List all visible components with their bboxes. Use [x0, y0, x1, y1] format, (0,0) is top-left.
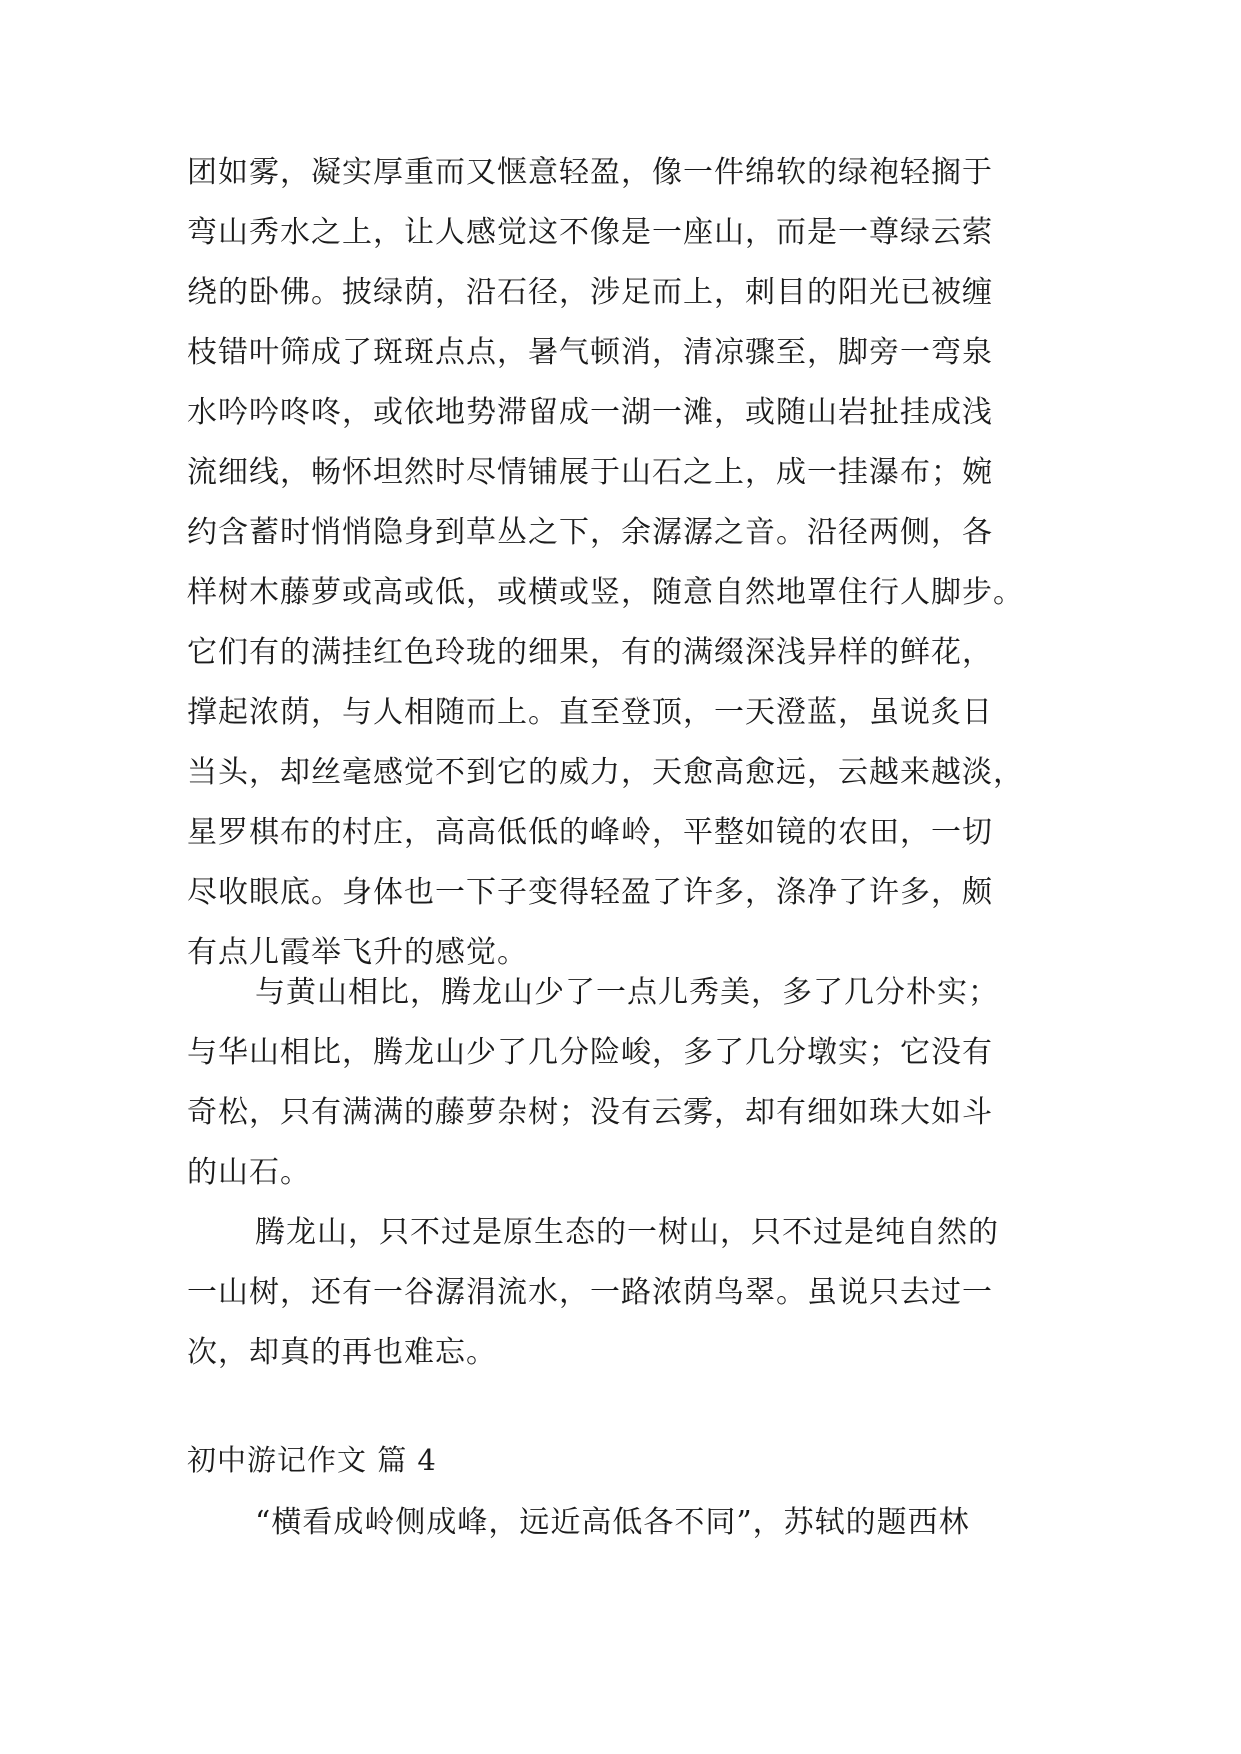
text-line: 水吟吟咚咚，或依地势滞留成一湖一滩，或随山岩扯挂成浅 — [187, 395, 993, 430]
text-line: 有点儿霞举飞升的感觉。 — [187, 935, 528, 970]
text-line: 星罗棋布的村庄，高高低低的峰岭，平整如镜的农田，一切 — [187, 815, 993, 850]
text-line: 样树木藤萝或高或低，或横或竖，随意自然地罩住行人脚步。 — [187, 575, 1024, 610]
text-line: 约含蓄时悄悄隐身到草丛之下，余潺潺之音。沿径两侧，各 — [187, 515, 993, 550]
text-line: 枝错叶筛成了斑斑点点，暑气顿消，清凉骤至，脚旁一弯泉 — [187, 335, 993, 370]
section-heading: 初中游记作文 篇 4 — [187, 1443, 437, 1477]
text-line: 腾龙山，只不过是原生态的一树山，只不过是纯自然的 — [255, 1215, 999, 1250]
text-line: 尽收眼底。身体也一下子变得轻盈了许多，涤净了许多，颇 — [187, 875, 993, 910]
text-line: 与华山相比，腾龙山少了几分险峻，多了几分墩实；它没有 — [187, 1035, 993, 1070]
text-line: 次，却真的再也难忘。 — [187, 1335, 497, 1370]
paragraph-4 — [187, 1493, 1053, 1553]
paragraph-3 — [187, 1203, 1053, 1383]
text-line: 奇松，只有满满的藤萝杂树；没有云雾，却有细如珠大如斗 — [187, 1095, 993, 1130]
text-line: 与黄山相比，腾龙山少了一点儿秀美，多了几分朴实； — [255, 975, 999, 1010]
text-line: 绕的卧佛。披绿荫，沿石径，涉足而上，刺目的阳光已被缠 — [187, 275, 993, 310]
text-line: 一山树，还有一谷潺涓流水，一路浓荫鸟翠。虽说只去过一 — [187, 1275, 993, 1310]
text-line: 撑起浓荫，与人相随而上。直至登顶，一天澄蓝，虽说炙日 — [187, 695, 993, 730]
text-line: “横看成岭侧成峰，远近高低各不同”，苏轼的题西林 — [255, 1505, 970, 1540]
text-line: 流细线，畅怀坦然时尽情铺展于山石之上，成一挂瀑布；婉 — [187, 455, 993, 490]
text-line: 的山石。 — [187, 1155, 311, 1190]
text-line: 团如雾，凝实厚重而又惬意轻盈，像一件绵软的绿袍轻搁于 — [187, 155, 993, 190]
paragraph-2 — [187, 963, 1053, 1203]
paragraph-1 — [187, 143, 1053, 983]
text-line: 弯山秀水之上，让人感觉这不像是一座山，而是一尊绿云萦 — [187, 215, 993, 250]
text-line: 它们有的满挂红色玲珑的细果，有的满缀深浅异样的鲜花， — [187, 635, 993, 670]
text-line: 当头，却丝毫感觉不到它的威力，天愈高愈远，云越来越淡， — [187, 755, 1024, 790]
